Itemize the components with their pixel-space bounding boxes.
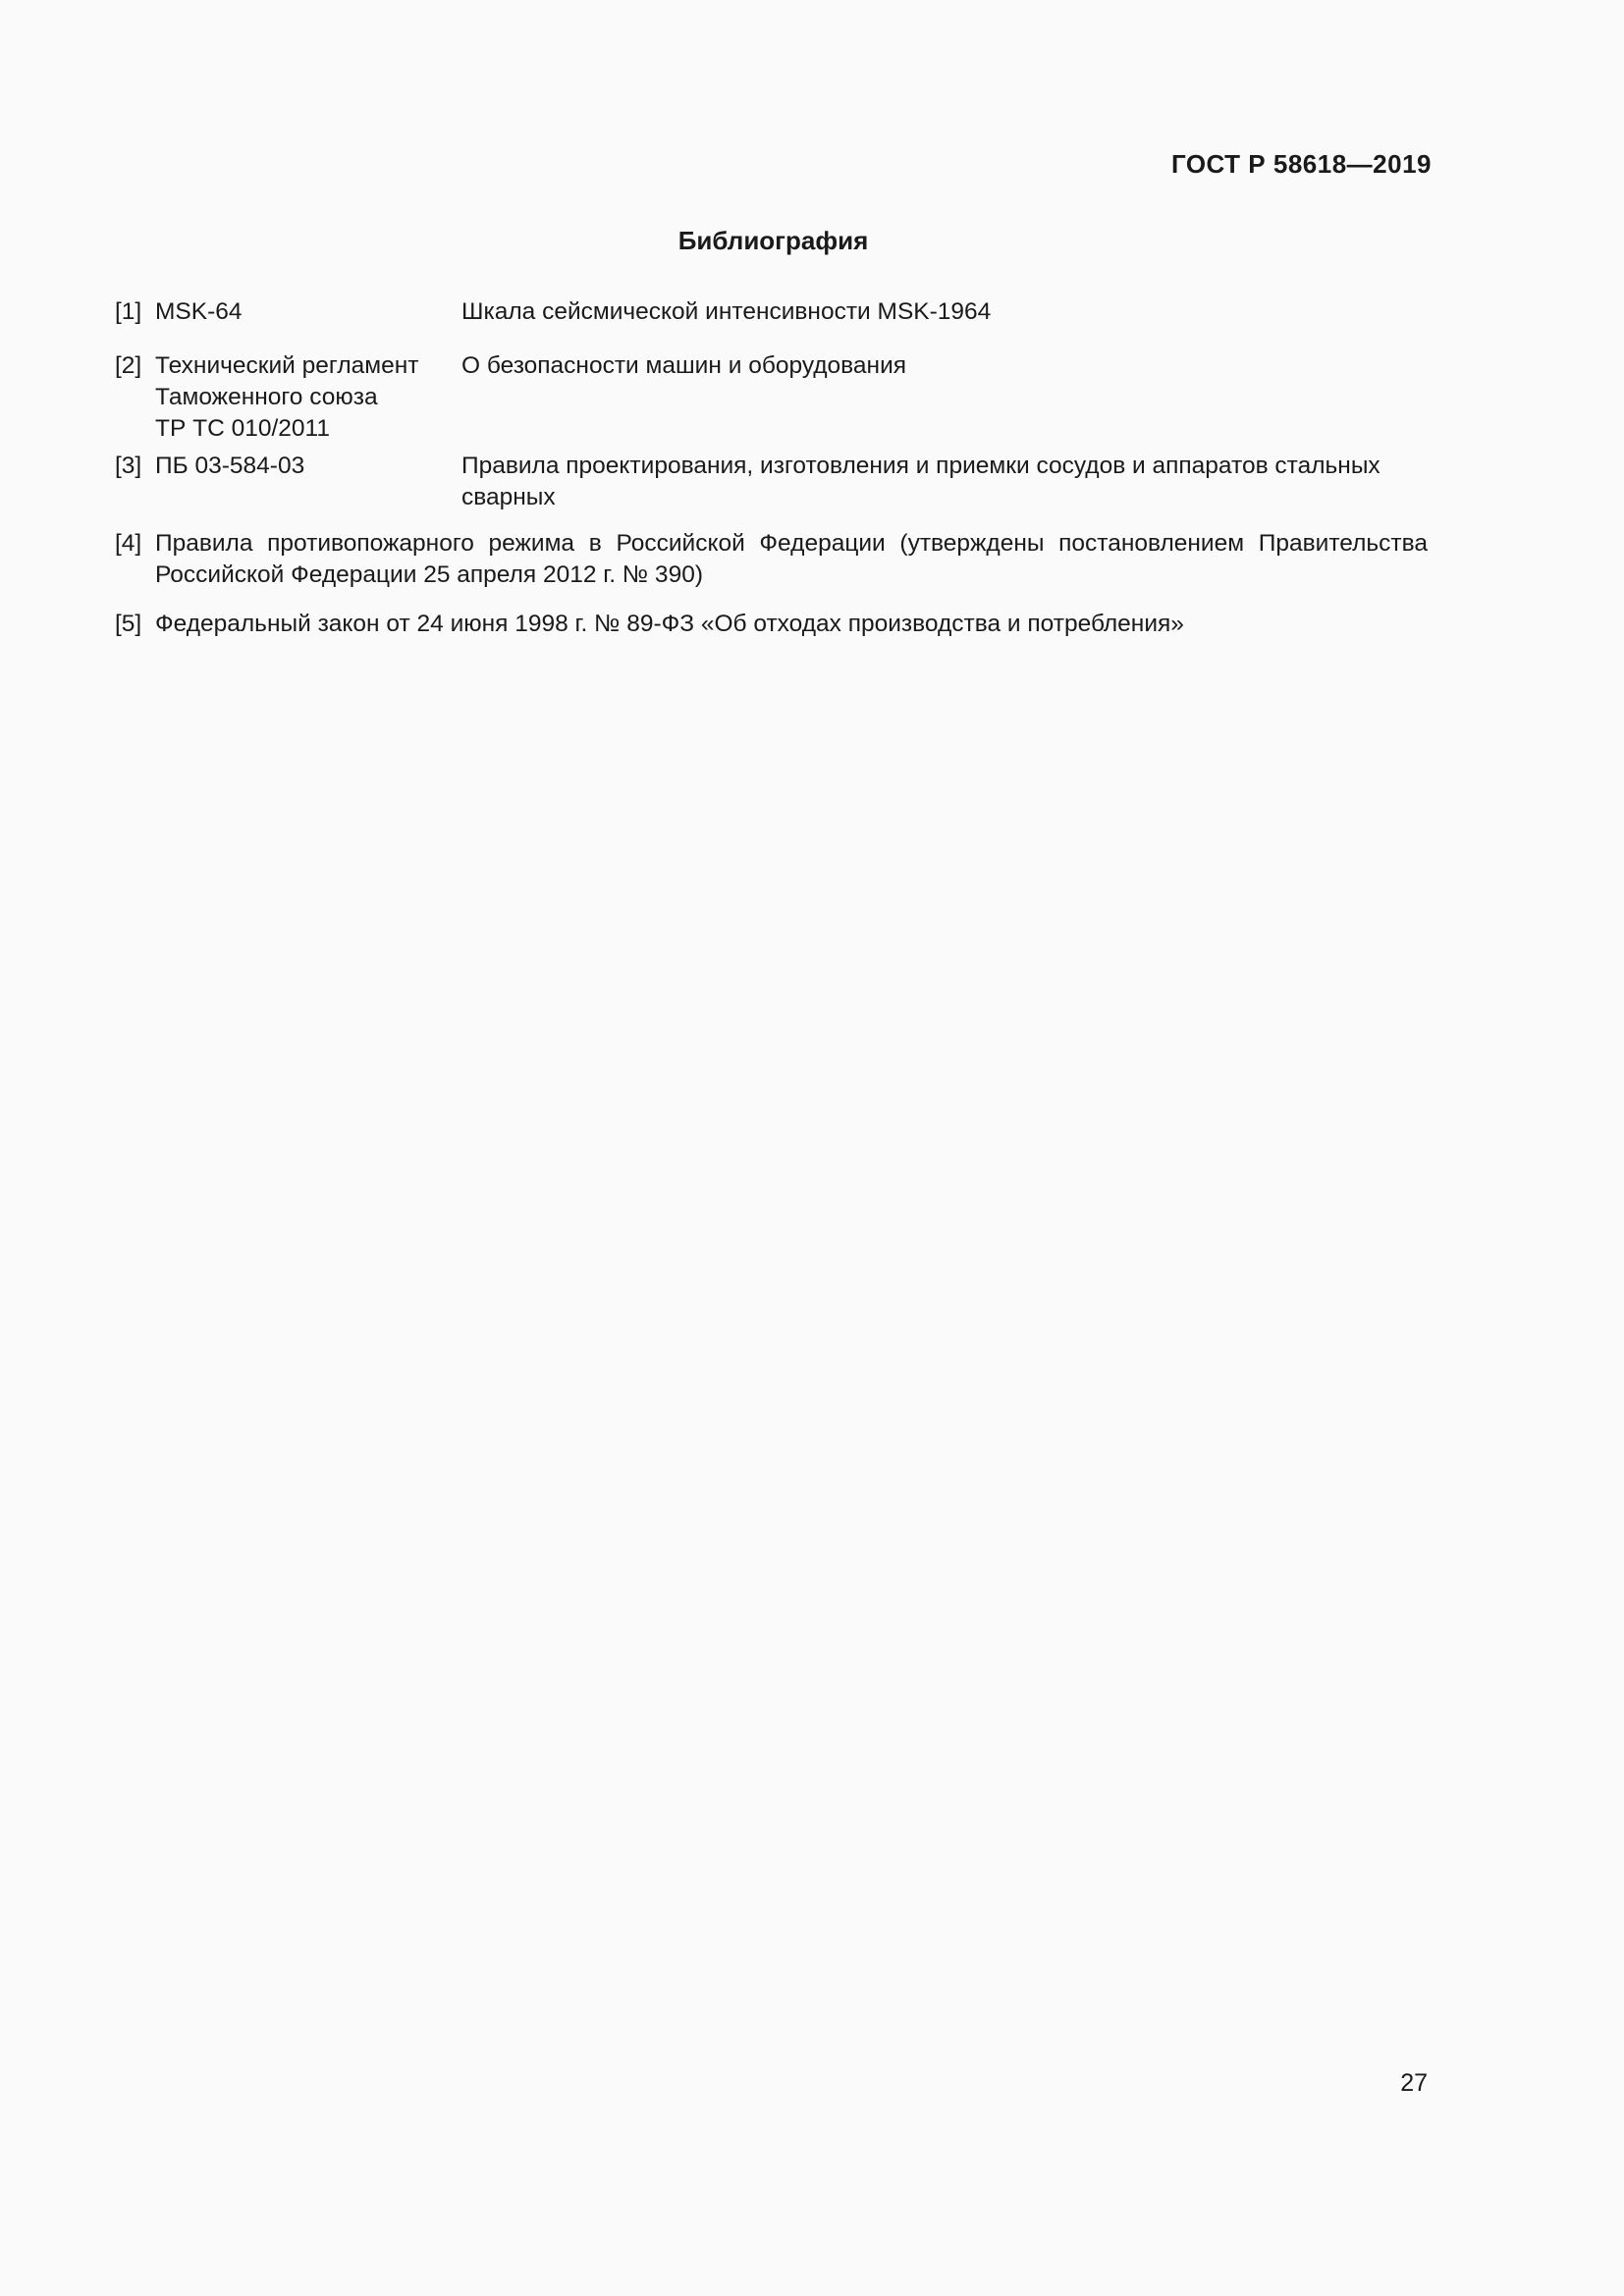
- title-line: Правила проектирования, изготовления и приемки сосудов и аппаратов стальных: [461, 453, 1380, 479]
- designation-line: MSK-64: [155, 298, 243, 325]
- title-line: Шкала сейсмической интенсивности MSK-1964: [461, 298, 992, 325]
- bibliography-entry-5: [115, 609, 1428, 640]
- title-line: О безопасности машин и оборудования: [461, 352, 907, 379]
- designation-line: ПБ 03-584-03: [155, 453, 305, 479]
- entry-designation: [155, 350, 461, 445]
- entry-number: [3]: [115, 453, 142, 479]
- entry-title: [461, 296, 1428, 328]
- designation-line: Таможенного союза: [155, 384, 378, 410]
- entry-text: Федеральный закон от 24 июня 1998 г. № 89-ФЗ «Об отходах производства и потребления»: [155, 611, 1184, 637]
- page-number: 27: [1400, 2069, 1428, 2097]
- entry-number: [2]: [115, 352, 142, 379]
- bibliography-entry-3: [115, 451, 1428, 513]
- designation-line: ТР ТС 010/2011: [155, 415, 330, 442]
- entry-title: [461, 451, 1428, 513]
- entry-title: [461, 350, 1428, 445]
- section-title: Библиография: [677, 226, 869, 255]
- entry-number: [4]: [115, 530, 142, 557]
- designation-line: Технический регламент: [155, 352, 419, 379]
- entry-designation: [155, 451, 461, 513]
- entry-text: Правила противопожарного режима в Российской Федерации (утверждены постановлением Правительства Российской Федерации 25 апреля 2012 г. № 390): [155, 530, 1428, 588]
- bibliography-entry-4: [115, 528, 1428, 591]
- bibliography-list: [115, 296, 1428, 650]
- bibliography-entry-1: [115, 296, 1428, 328]
- bibliography-entry-2: [115, 350, 1428, 445]
- entry-number: [5]: [115, 611, 142, 637]
- title-line: сварных: [461, 484, 556, 510]
- entry-designation: [155, 296, 461, 328]
- document-code: ГОСТ Р 58618—2019: [1170, 149, 1432, 179]
- entry-number: [1]: [115, 298, 142, 325]
